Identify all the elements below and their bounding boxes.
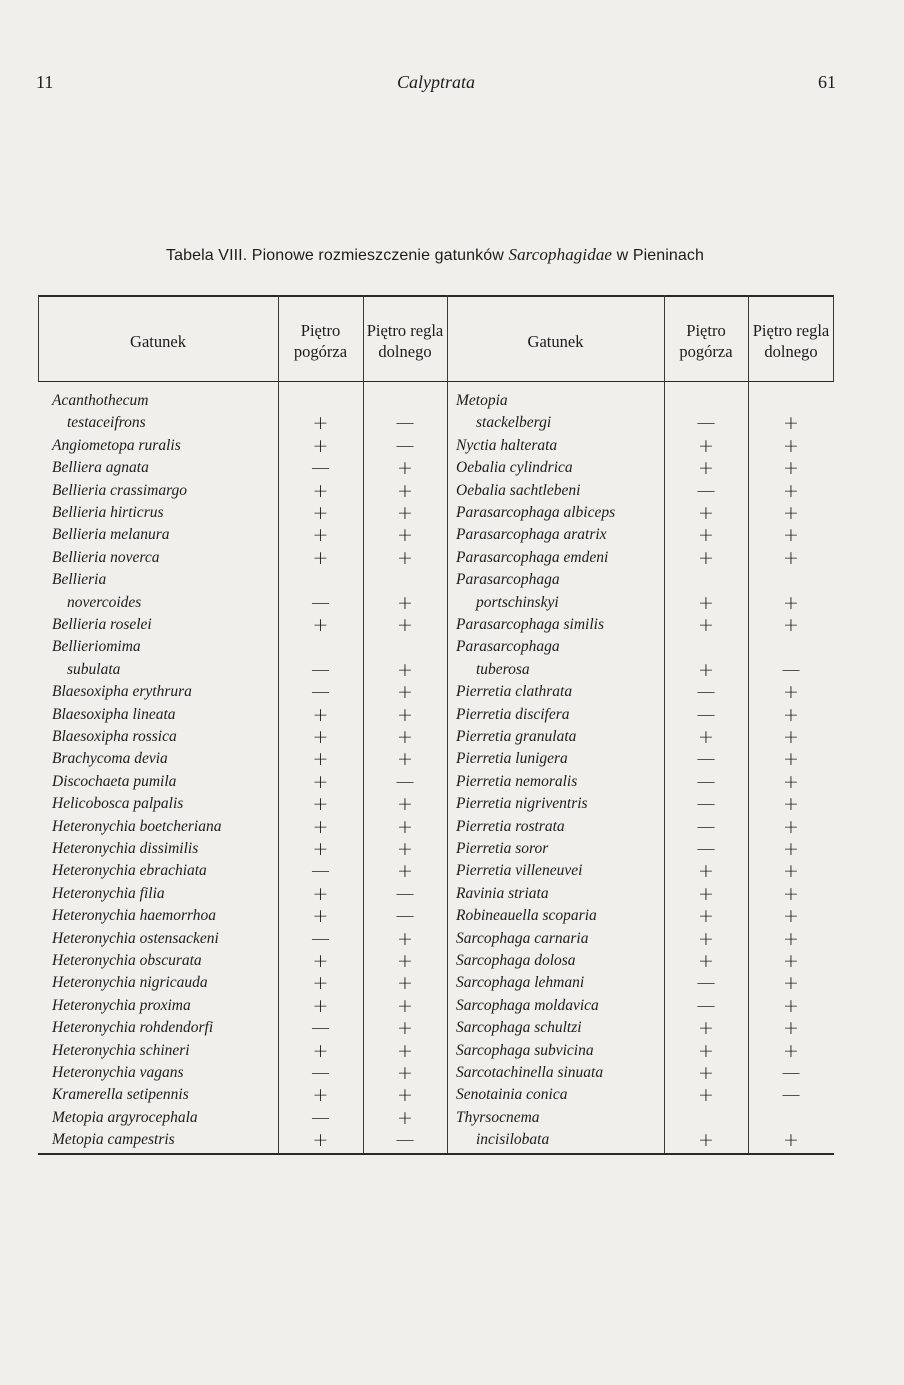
species-name: Bellieria crassimargo (52, 481, 188, 499)
foothill-presence-mark: — (311, 658, 330, 681)
species-name: Sarcophaga carnaria (456, 929, 589, 947)
lower-montane-presence-mark: — (395, 770, 415, 793)
species-name: Sarcophaga dolosa (456, 952, 576, 969)
foothill-presence-mark: + (698, 1039, 714, 1062)
foothill-presence-mark: + (698, 591, 714, 614)
species-name: Heteronychia ebrachiata (52, 862, 207, 880)
lower-montane-presence-mark: + (783, 860, 799, 883)
foothill-presence-mark: — (311, 927, 330, 950)
foothill-presence-mark: + (312, 412, 329, 435)
header-foothill-right (664, 305, 748, 377)
species-name: Sarcophaga subvicina (456, 1041, 594, 1059)
lower-montane-presence-mark: + (783, 524, 799, 547)
table-top-rule (38, 295, 834, 297)
lower-montane-presence-mark: + (783, 591, 799, 614)
header-species-right: Gatunek (527, 331, 584, 351)
foothill-presence-mark: + (312, 703, 329, 726)
lower-montane-presence-mark: + (397, 860, 413, 883)
foothill-presence-mark: + (312, 1039, 329, 1062)
foothill-presence-mark: + (312, 994, 329, 1017)
lower-montane-presence-mark: + (783, 838, 799, 860)
species-name: Sarcotachinella sinuata (456, 1064, 604, 1081)
species-name: Angiometopa ruralis (52, 436, 181, 454)
foothill-presence-mark: + (312, 770, 329, 793)
lower-montane-presence-mark: + (397, 614, 413, 636)
species-name: Pierretia nigriventris (456, 795, 588, 813)
species-name: Nyctia halterata (456, 436, 558, 454)
lower-montane-presence-mark: + (783, 1039, 799, 1062)
species-name: Kramerella setipennis (52, 1086, 189, 1104)
table-header-rule (38, 381, 834, 382)
foothill-presence-mark: + (312, 972, 329, 995)
species-name: Heteronychia proxima (52, 996, 191, 1014)
lower-montane-presence-mark: + (783, 703, 799, 726)
species-name: Bellieria (52, 571, 107, 589)
chapter-number: 11 (36, 72, 54, 92)
species-name: Discochaeta pumila (52, 772, 177, 790)
header-foothill-left (278, 305, 363, 377)
species-name: Metopia (456, 392, 508, 409)
header-lower-montane-label: Piętro regla dolnego (752, 321, 830, 361)
header-lower-montane-label: Piętro regla dolnego (366, 321, 444, 361)
foothill-presence-mark: + (312, 1084, 329, 1107)
lower-montane-presence-mark: + (397, 1084, 413, 1107)
foothill-presence-mark: + (698, 905, 714, 928)
foothill-presence-mark: — (696, 748, 716, 771)
foothill-presence-mark: — (311, 591, 330, 614)
lower-montane-presence-mark: + (397, 681, 413, 704)
foothill-presence-mark: + (698, 1017, 714, 1040)
foothill-presence-mark: — (696, 479, 716, 502)
lower-montane-presence-mark: + (783, 457, 799, 480)
foothill-presence-mark: — (311, 860, 330, 883)
foothill-presence-mark: — (696, 681, 716, 704)
lower-montane-presence-mark (748, 1107, 834, 1129)
lower-montane-presence-mark: + (783, 681, 799, 704)
species-name: Heteronychia boetcheriana (52, 817, 222, 835)
foothill-presence-mark (278, 569, 363, 591)
foothill-presence-mark: + (312, 815, 329, 838)
foothill-presence-mark: + (312, 838, 329, 860)
foothill-presence-mark: + (698, 546, 714, 569)
foothill-presence-mark (278, 390, 363, 412)
species-name: Parasarcophaga albiceps (456, 504, 616, 521)
foothill-presence-mark (278, 636, 363, 658)
lower-montane-presence-mark: — (781, 1084, 801, 1107)
species-name: Bellieria roselei (52, 616, 152, 633)
lower-montane-presence-mark: + (783, 434, 799, 457)
species-name: Pierretia discifera (456, 705, 570, 723)
foothill-presence-mark: + (312, 905, 329, 928)
lower-montane-presence-mark: — (395, 1129, 415, 1152)
species-name: Heteronychia dissimilis (52, 840, 199, 857)
foothill-presence-mark: — (311, 1106, 330, 1129)
species-name: Heteronychia haemorrhoa (52, 907, 217, 925)
species-name: Metopia campestris (52, 1131, 175, 1149)
lower-montane-presence-mark (363, 390, 447, 412)
foothill-presence-mark: — (696, 994, 716, 1017)
foothill-presence-mark: + (312, 546, 329, 569)
species-name: Thyrsocnema (456, 1108, 540, 1126)
species-name: Parasarcophaga aratrix (456, 526, 607, 544)
species-name: Parasarcophaga (456, 571, 560, 589)
foothill-presence-mark: + (698, 614, 714, 636)
lower-montane-presence-mark: + (397, 726, 413, 748)
species-name: Pierretia villeneuvei (456, 862, 583, 880)
lower-montane-presence-mark (363, 569, 447, 591)
species-name: Parasarcophaga emdeni (456, 548, 609, 566)
foothill-presence-mark (664, 636, 748, 658)
lower-montane-presence-mark: + (397, 950, 413, 972)
species-name: Metopia argyrocephala (52, 1108, 198, 1126)
species-name: Heteronychia schineri (52, 1041, 190, 1059)
foothill-presence-mark: — (696, 703, 716, 726)
table-caption (0, 245, 870, 265)
species-name: Sarcophaga schultzi (456, 1019, 582, 1037)
species-name: Blaesoxipha erythrura (52, 683, 192, 701)
lower-montane-presence-mark: — (781, 1062, 801, 1084)
species-name: Parasarcophaga (456, 638, 560, 656)
caption-taxon: Sarcophagidae (508, 245, 613, 264)
species-name: Bellieria melanura (52, 526, 170, 544)
lower-montane-presence-mark: + (783, 1129, 799, 1152)
lower-montane-presence-mark: + (783, 927, 799, 950)
foothill-presence-mark: + (698, 524, 714, 547)
lower-montane-presence-mark: + (397, 1039, 413, 1062)
species-name: Pierretia soror (456, 840, 549, 857)
foothill-presence-mark: + (698, 1129, 714, 1152)
lower-montane-presence-mark: — (395, 905, 415, 928)
foothill-presence-mark: + (312, 434, 329, 457)
foothill-presence-mark (664, 569, 748, 591)
lower-montane-presence-mark: + (397, 502, 413, 524)
lower-montane-presence-mark: + (783, 726, 799, 748)
species-name: incisilobata (476, 1131, 550, 1149)
lower-montane-presence-mark (363, 636, 447, 658)
lower-montane-presence-mark (748, 390, 834, 412)
foothill-presence-mark: + (698, 950, 714, 972)
lower-montane-presence-mark: + (397, 927, 413, 950)
header-foothill-label: Piętro pogórza (293, 321, 348, 361)
foothill-presence-mark: — (311, 681, 330, 704)
foothill-presence-mark (664, 1107, 748, 1129)
species-name: stackelbergi (476, 414, 552, 432)
lower-montane-presence-mark: + (397, 972, 413, 995)
page-number: 61 (818, 72, 836, 92)
lower-montane-presence-mark: + (397, 591, 413, 614)
foothill-presence-mark: — (311, 457, 330, 480)
species-name: Heteronychia rohdendorfi (52, 1019, 214, 1037)
lower-montane-presence-mark: + (397, 703, 413, 726)
species-name: Pierretia granulata (456, 728, 577, 745)
species-name: Heteronychia vagans (52, 1064, 184, 1081)
species-name: Blaesoxipha rossica (52, 728, 177, 745)
species-name: Oebalia sachtlebeni (456, 481, 581, 499)
species-name: Robineauella scoparia (456, 907, 597, 925)
lower-montane-presence-mark: + (783, 905, 799, 928)
foothill-presence-mark: + (312, 950, 329, 972)
species-name: Bellieria noverca (52, 548, 160, 566)
lower-montane-presence-mark (748, 569, 834, 591)
species-name: Heteronychia ostensackeni (52, 929, 219, 947)
lower-montane-presence-mark: + (783, 972, 799, 995)
foothill-presence-mark: — (311, 1062, 330, 1084)
foothill-presence-mark: — (696, 412, 716, 435)
species-name: Oebalia cylindrica (456, 459, 573, 477)
species-name: Heteronychia nigricauda (52, 974, 208, 992)
lower-montane-presence-mark: + (783, 882, 799, 905)
foothill-presence-mark: + (312, 479, 329, 502)
foothill-presence-mark: + (698, 860, 714, 883)
caption-prefix: Tabela VIII. Pionowe rozmieszczenie gatunków (166, 247, 504, 264)
lower-montane-presence-mark: + (783, 994, 799, 1017)
foothill-presence-mark: + (312, 793, 329, 816)
lower-montane-presence-mark: + (783, 748, 799, 771)
foothill-presence-mark: + (698, 502, 714, 524)
species-name: Pierretia lunigera (456, 750, 568, 768)
foothill-presence-mark: + (698, 434, 714, 457)
lower-montane-presence-mark: + (397, 658, 413, 681)
lower-montane-presence-mark: + (397, 524, 413, 547)
foothill-presence-mark: + (698, 726, 714, 748)
foothill-presence-mark: + (698, 927, 714, 950)
foothill-presence-mark: + (312, 1129, 329, 1152)
species-name: Brachycoma devia (52, 750, 168, 768)
header-foothill-label: Piętro pogórza (679, 321, 733, 361)
header-lower-montane-left (363, 305, 447, 377)
foothill-presence-mark: + (312, 882, 329, 905)
table-bottom-rule (38, 1153, 834, 1155)
foothill-presence-mark: + (698, 457, 714, 480)
foothill-presence-mark: + (312, 614, 329, 636)
lower-montane-presence-mark: + (397, 457, 413, 480)
foothill-presence-mark: + (312, 748, 329, 771)
species-name: Bellieria hirticrus (52, 504, 164, 521)
foothill-presence-mark: + (698, 1062, 714, 1084)
lower-montane-presence-mark: + (783, 1017, 799, 1040)
foothill-presence-mark: + (312, 524, 329, 547)
species-name: novercoides (67, 593, 142, 611)
lower-montane-presence-mark: + (397, 748, 413, 771)
species-name: Heteronychia filia (52, 884, 165, 902)
species-name: Ravinia striata (456, 884, 549, 902)
distribution-table (38, 295, 834, 1155)
foothill-presence-mark: + (698, 882, 714, 905)
lower-montane-presence-mark: — (781, 658, 801, 681)
lower-montane-presence-mark: — (395, 882, 415, 905)
species-name: Heteronychia obscurata (52, 952, 202, 969)
foothill-presence-mark: + (312, 726, 329, 748)
caption-suffix: w Pieninach (616, 247, 704, 264)
column-rule (447, 295, 448, 1153)
foothill-presence-mark: + (312, 502, 329, 524)
lower-montane-presence-mark: + (783, 614, 799, 636)
lower-montane-presence-mark: + (397, 838, 413, 860)
species-name: Pierretia clathrata (456, 683, 573, 701)
species-name: Parasarcophaga similis (456, 616, 604, 633)
species-name: Pierretia rostrata (456, 817, 565, 835)
foothill-presence-mark: — (696, 838, 716, 860)
foothill-presence-mark: — (696, 815, 716, 838)
lower-montane-presence-mark: + (397, 1017, 413, 1040)
species-name: portschinskyi (476, 593, 559, 611)
lower-montane-presence-mark: + (783, 793, 799, 816)
lower-montane-presence-mark: + (783, 950, 799, 972)
lower-montane-presence-mark: + (397, 994, 413, 1017)
lower-montane-presence-mark: + (397, 793, 413, 816)
lower-montane-presence-mark: + (397, 815, 413, 838)
foothill-presence-mark: + (698, 1084, 714, 1107)
foothill-presence-mark: — (311, 1017, 330, 1040)
species-name: Senotainia conica (456, 1086, 568, 1104)
lower-montane-presence-mark: + (783, 479, 799, 502)
header-species-left: Gatunek (130, 331, 186, 351)
species-name: Helicobosca palpalis (52, 795, 184, 813)
species-name: testaceifrons (67, 414, 146, 432)
foothill-presence-mark: + (698, 658, 714, 681)
species-name: Sarcophaga lehmani (456, 974, 585, 992)
lower-montane-presence-mark: — (395, 412, 415, 435)
lower-montane-presence-mark: + (397, 1106, 413, 1129)
species-name: Belliera agnata (52, 459, 149, 477)
lower-montane-presence-mark: + (783, 770, 799, 793)
lower-montane-presence-mark: + (397, 546, 413, 569)
foothill-presence-mark: — (696, 972, 716, 995)
foothill-presence-mark (664, 390, 748, 412)
species-name: Blaesoxipha lineata (52, 705, 176, 723)
lower-montane-presence-mark: + (397, 479, 413, 502)
species-name: Sarcophaga moldavica (456, 996, 599, 1014)
lower-montane-presence-mark: + (783, 502, 799, 524)
foothill-presence-mark: — (696, 793, 716, 816)
lower-montane-presence-mark: + (397, 1062, 413, 1084)
lower-montane-presence-mark: + (783, 412, 799, 435)
species-name: Pierretia nemoralis (456, 772, 578, 790)
species-name: Bellieriomima (52, 638, 141, 656)
lower-montane-presence-mark (748, 636, 834, 658)
lower-montane-presence-mark: + (783, 546, 799, 569)
lower-montane-presence-mark: + (783, 815, 799, 838)
species-name: tuberosa (476, 660, 530, 678)
section-title: Calyptrata (396, 72, 475, 92)
header-lower-montane-right (748, 305, 834, 377)
lower-montane-presence-mark: — (395, 434, 415, 457)
species-name: subulata (67, 660, 121, 678)
running-head (36, 72, 836, 96)
foothill-presence-mark: — (696, 770, 716, 793)
species-name: Acanthothecum (52, 392, 149, 409)
